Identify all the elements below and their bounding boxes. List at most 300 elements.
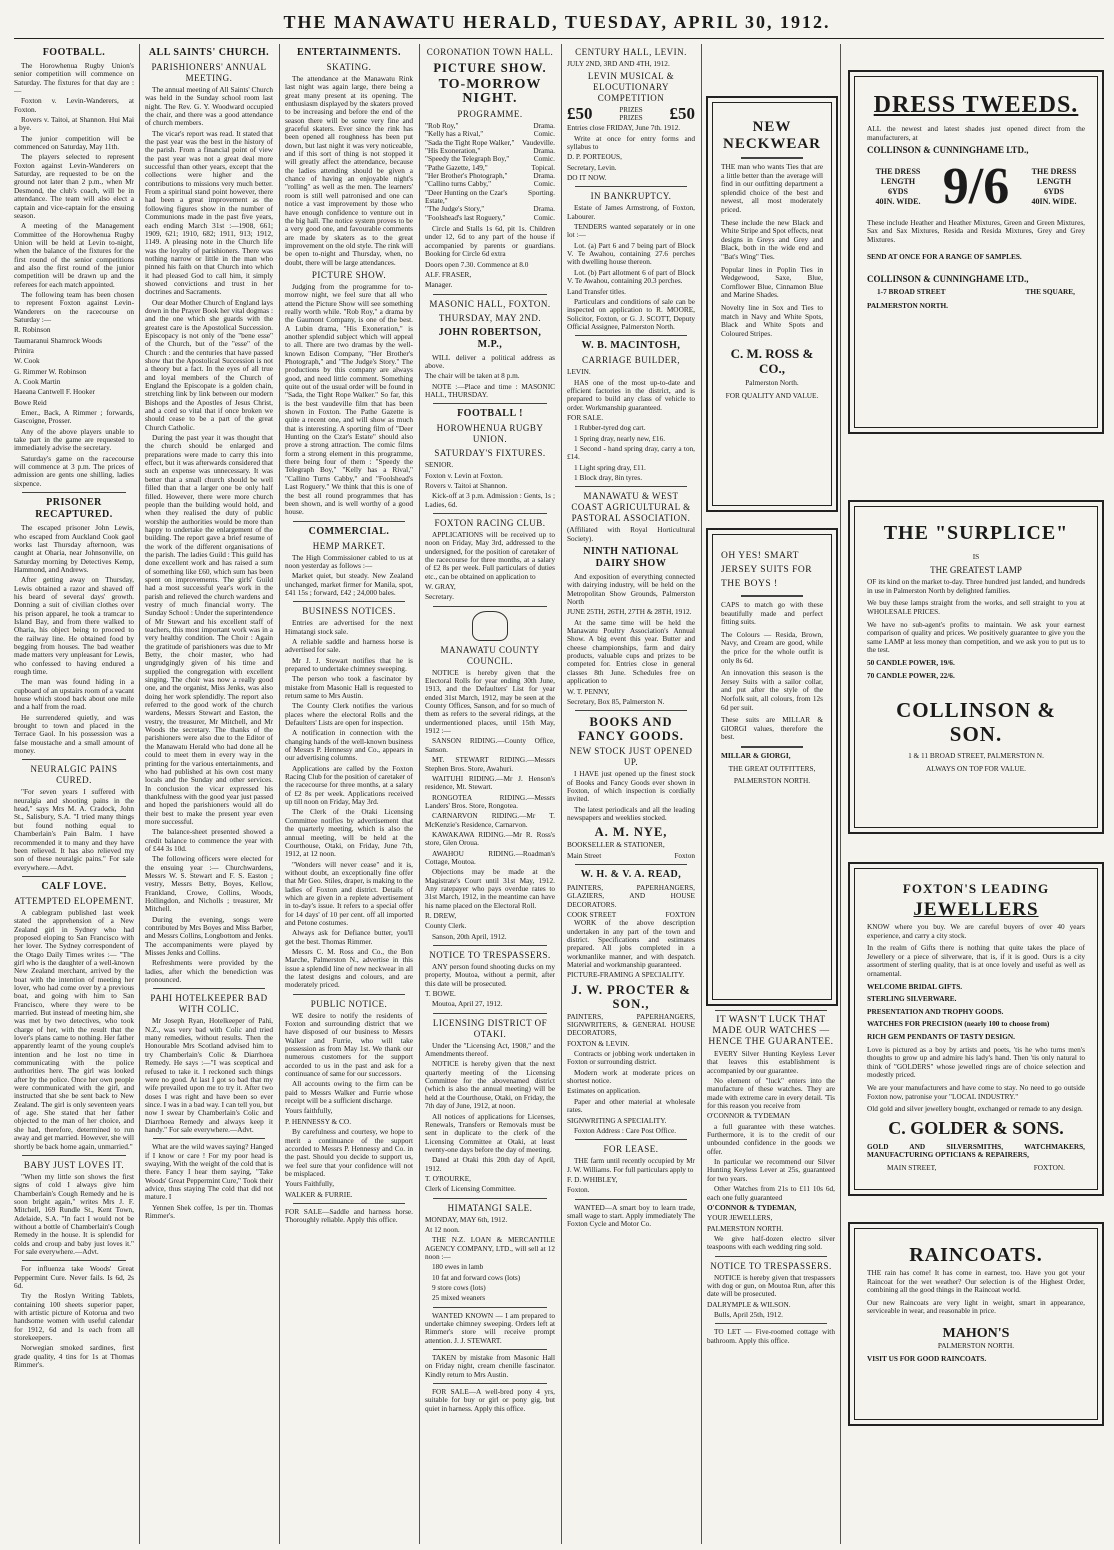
- tweeds-price-row: [867, 159, 1085, 215]
- skating-heading: SKATING.: [326, 62, 372, 72]
- programme-item-title: "Rob Roy,": [425, 121, 459, 130]
- tweeds-firm2: COLLINSON & CUNNINGHAME LTD.,: [867, 274, 1029, 285]
- lease-heading: FOR LEASE.: [603, 1144, 659, 1155]
- prize-mid: PRIZES: [619, 106, 643, 115]
- prize-mid: PRIZES: [619, 114, 643, 123]
- luck-para: EVERY Silver Hunting Keyless Lever that leaves this establishment is accompanied by our guarantee.: [707, 1049, 835, 1075]
- programme-item-genre: Drama.: [533, 146, 555, 156]
- write-para: Write at once for entry forms and syllabus to: [567, 133, 695, 152]
- church-para: The balance-sheet presented showed a credit balance to commence the year with of £44 3s 10d.: [145, 827, 273, 853]
- eloped-para: A cablegram published last week stated the apprehension of a New Zealand girl in Sydney who had proposed eloping to San Francisco with her lover. The Sydney correspondent of the Otago Daily Times writes :— "The girl who is the daughter of a well-known New Zealand merchant, arrived by the boat with the intention of meeting her lover, who had come over by a previous boat, and going with him to San Francisco, where they were to be married. But instead of meeting him, she was met by two detectives, who took charge of her, with the result that the lover's plans came to nothing. Her father apparently learnt of the young couple's intention and he lost no time in communicating with the police authorities here. The girl was looked after by the police. Once her own people were communicated with the girl, and instructed that she be sent back to New Zealand. The girl is only seventeen years of age. She stated that her father objected to the man of her choice, and she had, therefore, determined to run away and get married. However, she will shortly be back home again, unmarried.": [14, 907, 134, 1151]
- football-ad-heading: FOOTBALL !: [457, 408, 523, 420]
- nye-heading: A. M. NYE,: [594, 825, 668, 840]
- masthead-rule: [14, 38, 1104, 39]
- county-riding: MT. STEWART RIDING.—Messrs Stephen Bros. Store, Awahuri.: [425, 755, 555, 773]
- roslyn-para: Try the Roslyn Writing Tablets, containing 100 sheets superior paper, with artistic picture of Kotorua and two handsome women with useful calendar for 1912, 6d and 1s each from all storekeepers.: [14, 1291, 134, 1343]
- football-para: The junior competition will be commenced on Saturday, May 11th.: [14, 133, 134, 152]
- lease-town: Foxton.: [567, 1185, 590, 1195]
- himatangi-item: 180 ewes in lamb: [432, 1262, 484, 1272]
- surplice-heading: THE "SURPLICE": [883, 522, 1069, 544]
- football-para: Foxton v. Levin-Wanderers, at Foxton.: [14, 96, 134, 114]
- team-line: R. Robinson: [14, 325, 51, 335]
- jersey-para: An innovation this season is the Jersey Suits with a sailor collar, and put after the style of the Norfolk suit, all colours, from 12s 6d per suit.: [721, 668, 823, 712]
- century-heading: CENTURY HALL, LEVIN.: [575, 47, 687, 57]
- union-heading: HOROWHENUA RUGBY UNION.: [436, 423, 544, 445]
- programme-item-genre: Comic.: [533, 129, 555, 139]
- jewellers-para: Love is pictured as a boy by artists and poets, 'tis he who turns men's thoughts to grow up and admire his lady's hand. Then 'tis only natural to think of "GOLDERS" whose jewelled rings are of choice selection and modestly priced.: [867, 1044, 1085, 1080]
- church-para: The vicar's report was read. It stated that the past year was the best in the history of the parish. From a financial point of view the past year was not a great deal more successful than other years, except that the collections were higher and the contributions to missions very much better. From a spiritual stand point however, there had been a great improvement as the following figures show in the number of Communions made in the past five years, each ending March 31st :—1908, 661; 1909, 621; 1910, 682; 1911, 913; 1912, 1149. A pleasing note in the Church life was the loyalty of parishioners. There was nothing narrow or little in the man who pinned his faith on that Church into which it had pleased God to call him, it simply showed convictions and trust in her doctrines and Sacraments.: [145, 128, 273, 297]
- entries-para: Entries close FRIDAY, June 7th. 1912.: [567, 123, 681, 133]
- coat-of-arms-icon: [472, 611, 508, 641]
- luck-heading: IT WASN'T LUCK THAT MADE OUR WATCHES — HENCE THE GUARANTEE.: [708, 1015, 834, 1047]
- team-line: Bowe Reid: [14, 397, 47, 407]
- tweeds-left: THE DRESS LENGTH: [875, 166, 921, 186]
- jewellers-para: We are your manufacturers and have come to stay. No need to go outside Foxton now, patronise your "LOCAL INDUSTRY.": [867, 1082, 1085, 1101]
- forsale-item: 1 Light spring dray, £11.: [574, 462, 646, 472]
- programme-item: [425, 214, 555, 222]
- luck-para: Other Watches from 21s to £11 10s 6d, each one fully guaranteed: [707, 1184, 835, 1202]
- divider: [293, 994, 405, 995]
- team-line: Taumaranui Shamrock Woods: [14, 335, 102, 345]
- divider: [22, 876, 126, 877]
- framing-label: PICTURE-FRAMING A SPECIALITY.: [567, 970, 685, 980]
- skating-para: The attendance at the Manawatu Rink last night was again large, there being a great many present at its opening. The enthusiasm displayed by the skaters proved to be increasing and before the end of the season there will be some very fine and graceful skaters. Ever since the rink has been opened all roughness has been put down, but last night it was very noticeable, and if this sort of thing is not stopped it will greatly affect the attendance, because the ladies attending should be given a chance of having an enjoyable night's "rolling" as well as the men. The learners' room is still well patronised and one can notice a vast improvement by those who have enough confidence to venture out in the big hall. The notice system proves to be a very good one, and favourable comments are made by skaters as to the great improvement on the old style. The rink will be open to-night and Thursday, when, no doubt, there will be large attendances.: [285, 74, 413, 267]
- football-heading: FOOTBALL.: [42, 47, 106, 58]
- trespass2-date: Bulls, April 25th, 1912.: [714, 1309, 783, 1319]
- county-para: NOTICE is hereby given that the Electoral Rolls for year ending 30th June, 1913, and the Defaulters' List for year ended 31st March, 1912, may be seen at the County Offices, Sanson, and for so much of them as refers to the several ridings, at the undermentioned places, until 15th May, 1912 :—: [425, 667, 555, 736]
- licensing-para: Under the "Licensing Act, 1908," and the Amendments thereof.: [425, 1040, 555, 1059]
- team-line: G. Rimmer W. Robinson: [14, 366, 87, 376]
- licensing-sign: T. O'ROURKE,: [425, 1173, 471, 1183]
- flu-para: For influenza take Woods' Great Peppermint Cure. Never fails. Is 6d, 2s 6d.: [14, 1264, 134, 1290]
- calf-heading: CALF LOVE.: [41, 880, 107, 892]
- picture-show-heading: PICTURE SHOW.: [433, 61, 547, 75]
- column-rule: [561, 44, 562, 1544]
- team-line: Prinira: [14, 346, 34, 355]
- county-sign: R. DREW,: [425, 911, 457, 920]
- read-sub: PAINTERS, PAPERHANGERS, GLAZIERS, AND HOUSE DECORATORS.: [567, 882, 695, 909]
- trespass-para: ANY person found shooting ducks on my property, Moutoa, without a permit, after this date will be prosecuted.: [425, 962, 555, 988]
- column-rule: [139, 44, 140, 1544]
- bankruptcy-para: TENDERS wanted separately or in one lot :—: [567, 222, 695, 240]
- programme-item-genre: Topical.: [531, 162, 555, 172]
- prisoner-para: After getting away on Thursday, Lewis obtained a razor and shaved off his beard of several days' growth. Donning a suit of civilian clothes over his prison apparel, he took a tramcar to Island Bay, and from there walked to Oharia, his object being to proceed to the railway line. He obtained food by begging from houses. The bad weather made matters very unpleasant for Lewis, who confessed to having endured a rough time.: [14, 575, 134, 676]
- procter-sub: PAINTERS, PAPERHANGERS, SIGNWRITERS, & GENERAL HOUSE DECORATORS,: [567, 1011, 695, 1038]
- poem-para: What are the wild waves saying? Hanged if I know or care ! For my poor head is swaying, With the weight of the cold that is there. Fancy I hear them saying, "Take Woods' Great Peppermint Cure," Took their advice, thus staying The cold that did not mature. I: [145, 1142, 273, 1202]
- public-notice-para: WE desire to notify the residents of Foxton and surrounding district that we have disposed of our business to Messrs Walker and Furrie, who will take possession as from May 1st. We thank our numerous customers for the support accorded to us in the past and ask for a continuance of same for our successors.: [285, 1010, 413, 1079]
- football-para: Rovers v. Taitoi, at Shannon. Hui Mai a bye.: [14, 115, 134, 133]
- carriage-heading: CARRIAGE BUILDER,: [582, 355, 680, 366]
- chair-para: The chair will be taken at 8 p.m.: [425, 371, 520, 381]
- programme-item: [425, 189, 555, 206]
- fixtures-heading: SATURDAY'S FIXTURES.: [434, 448, 546, 459]
- business-heading: BUSINESS NOTICES.: [302, 606, 396, 617]
- doors-para: Doors open 7.30. Commence at 8.0: [425, 259, 529, 269]
- nye-address: [567, 852, 695, 860]
- divider: [575, 710, 687, 711]
- mahon-town: PALMERSTON NORTH.: [937, 1340, 1015, 1350]
- column-6-lower: [707, 1006, 835, 1546]
- pahi-para: Mr Joseph Ryan, Hotelkeeper of Pahi, N.Z., was very bad with Colic and tried many remedies, without results. Then the Honourable Mrs Scotland advised him to try Chamberlain's Colic & Diarrhoea Remedy. He says :—"I was sceptical and refused to take it. I reckoned such things were no good. At last I got so bad that my wife prevailed upon me to try it. After two doses I was right and have been so ever since. I was in a bad way. I can tell you, but now I swear by Chamberlain's Colic and Diarrhoea Remedy and always keep it handy." For sale everywhere.—Advt.: [145, 1016, 273, 1134]
- forsale-item: 1 Block dray, 8in tyres.: [574, 473, 643, 482]
- bankruptcy-lot: Land Transfer titles.: [567, 286, 626, 296]
- county-clerk: County Clerk.: [425, 921, 467, 931]
- luck-para: We give half-dozen electro silver teaspoons with each wedding ring sold.: [707, 1233, 835, 1252]
- porteous-name: D. P. PORTEOUS,: [567, 152, 622, 162]
- luck-para: No element of "luck" enters into the manufacture of these watches. They are made with extreme care in every detail. 'Tis for this reason you receive from: [707, 1076, 835, 1111]
- tweeds-left: 6YDS: [887, 186, 908, 196]
- trespass2-para: NOTICE is hereby given that trespassers with dog or gun, on Moutoa Run, after this date will be prosecuted.: [707, 1272, 835, 1299]
- collinson-addr: 1 & 11 BROAD STREET, PALMERSTON N.: [908, 751, 1044, 761]
- senior-label: SENIOR.: [425, 460, 454, 470]
- surplice-ad: [848, 500, 1104, 834]
- football-para: The players selected to represent Foxton against Levin-Wanderers on Saturday, are requested to be on the ground not later than 2 p.m., when Mr Desmond, the club's coach, will be in attendance. The team will also elect a captain and vice-captain for the ensuing season.: [14, 152, 134, 220]
- public-notice-sign: Yours Faithfully,: [285, 1179, 335, 1189]
- divider: [153, 1138, 265, 1139]
- assoc-sub: (Affiliated with Royal Horticultural Society).: [567, 525, 695, 543]
- programme-item-genre: Drama.: [533, 121, 555, 130]
- jersey-para: The Colours — Resida, Brown, Navy, and Cream are good, while the price for the whole outfit is only 8s 6d.: [721, 629, 823, 665]
- tweeds-samples: SEND AT ONCE FOR A RANGE OF SAMPLES.: [867, 251, 1022, 261]
- forsale-item: 1 Spring dray, nearly new, £16.: [574, 433, 666, 443]
- robertson-para: WILL deliver a political address as above.: [425, 352, 555, 370]
- procter-para: SIGNWRITING A SPECIALITY.: [567, 1115, 667, 1125]
- divider: [293, 601, 405, 602]
- procter-addr: FOXTON & LEVIN.: [567, 1038, 630, 1048]
- team-line: A. Cook Martin: [14, 377, 61, 387]
- racing-para: APPLICATIONS will be received up to noon on Friday, May 3rd, addressed to the undersigned, for the position of caretaker of the racecourse for three months, at a salary of £2 8s per week. Full particulars of duties etc., can be obtained on application to: [425, 529, 555, 581]
- divider: [22, 1260, 126, 1261]
- tweeds-right: 40IN. WIDE.: [1031, 196, 1077, 206]
- read-heading: W. H. & V. A. READ,: [580, 868, 682, 880]
- bankruptcy-para: Particulars and conditions of sale can be inspected on application to R. MOORE, Solicitor, Foxton, or G. J. SCOTT, Deputy Official Assignee, Palmerston North.: [567, 296, 695, 331]
- business-para: Applications are called by the Foxton Racing Club for the position of caretaker of the racecourse for three months, at a salary of £2 8s per week. Applications received up till noon on Friday, May 3rd.: [285, 763, 413, 807]
- divider: [433, 1383, 547, 1384]
- books-para: The latest periodicals and all the leading newspapers and weeklies stocked.: [567, 804, 695, 822]
- trespass2-sign: DALRYMPLE & WILSON.: [707, 1299, 791, 1309]
- nye-sub: BOOKSELLER & STATIONER,: [567, 840, 665, 850]
- luck-town: PALMERSTON NORTH.: [707, 1223, 784, 1233]
- tweeds-para: These include Heather and Heather Mixtures, Green and Green Mixtures, Sax and Sax Mixtures, Resida and Resida Mixtures, Grey and Grey Mixtures.: [867, 217, 1085, 244]
- programme-item-genre: Comic.: [533, 154, 555, 164]
- surplice-para: OF its kind on the market to-day. Three hundred just landed, and hundreds in use in Palmerston North by delighted families.: [867, 577, 1085, 595]
- county-riding: WAITUHI RIDING.—Mr J. Henson's residence, Mt. Stewart.: [425, 773, 555, 792]
- programme-item-title: "Her Brother's Photograph,": [425, 171, 508, 181]
- church-para: During the evening, songs were contributed by Mrs Boyes and Miss Barber, and Messrs Collins, Longbottom and Jenks. The accompaniments were played by Misses Jenks and Collins.: [145, 914, 273, 958]
- divider: [715, 1256, 827, 1257]
- column-rule: [840, 44, 841, 1544]
- divider: [741, 157, 803, 159]
- raincoats-heading: RAINCOATS.: [909, 1244, 1043, 1266]
- procter-para: Paper and other material at wholesale rates.: [567, 1096, 695, 1115]
- century-date: JULY 2ND, 3RD AND 4TH, 1912.: [567, 59, 670, 68]
- read-para: WORK of the above description undertaken in any part of the town and district. Specifications and estimates prepared. All jobs completed in a workmanlike manner, and with despatch. Material and workmanship guaranteed.: [567, 918, 695, 970]
- wanted-boy-para: WANTED—A smart boy to learn trade, small wage to start. Apply immediately The Foxton Cycle and Motor Co.: [567, 1202, 695, 1229]
- jewellers-ad: [848, 862, 1104, 1196]
- taken-para: TAKEN by mistake from Masonic Hall on Friday night, cream chenille fascinator. Kindly return to Mrs Austin.: [425, 1353, 555, 1379]
- church-para: The following officers were elected for the ensuing year :— Churchwardens, Messrs W. S. Stewart and F. S. Easton ; vestry, Messrs Betty, Boyes, Kellow, Frankland, Crowe, Collins, Woods, Hollingdon, and Nicholls ; treasurer, Mr Mitchell.: [145, 854, 273, 914]
- mahon-name: MAHON'S: [942, 1325, 1010, 1341]
- masthead-title: THE MANAWATU HERALD, TUESDAY, APRIL 30, 1912.: [283, 12, 831, 32]
- dairy-heading: NINTH NATIONAL DAIRY SHOW: [583, 546, 679, 570]
- jersey-para: These suits are MILLAR & GIORGI values, therefore the best.: [721, 715, 823, 742]
- divider: [433, 606, 547, 607]
- forsale-item: 1 Rubber-tyred dog cart.: [574, 423, 646, 433]
- team-line: W. Cook: [14, 356, 40, 366]
- newstock-heading: NEW STOCK JUST OPENED UP.: [569, 746, 693, 768]
- tweeds-price: 9/6: [942, 157, 1010, 215]
- licensing-para: All notices of applications for Licenses, Renewals, Transfers or Removals must be sent in duplicate to the clerk of the Licensing Committee at Otaki, at least twenty-one days before the day of meeting.: [425, 1111, 555, 1154]
- divider: [433, 294, 547, 295]
- himatangi-date: MONDAY, MAY 6th, 1912.: [425, 1214, 508, 1224]
- bankruptcy-lot: Lot. (a) Part 6 and 7 being part of Block V. Te Awahou, containing 27.6 perches with dwelling house thereon.: [567, 240, 695, 267]
- assoc-heading: MANAWATU & WEST COAST AGRICULTURAL & PASTORAL ASSOCIATION.: [571, 491, 691, 524]
- tolet-para: TO LET — Five-roomed cottage with bathroom. Apply this office.: [707, 1327, 835, 1345]
- procter-heading: J. W. PROCTER & SON.,: [571, 982, 691, 1011]
- manager-title: Manager.: [425, 280, 453, 290]
- racing-sec: Secretary.: [425, 592, 454, 602]
- neuralgic-para: "For seven years I suffered with neuralgia and shooting pains in the head," says Mrs M. A. Cradock, John St., Salisbury, S.A. "I tried many things but found nothing equal to Chamberlain's Pain Balm. I have recommended it to many and they have been relieved. It has also relieved my son of these neuralgic pains." For sale everywhere.—Advt.: [14, 787, 134, 872]
- luck-para: a full guarantee with these watches. Furthermore, it is to the credit of our unbounded confidence in the goods we offer.: [707, 1121, 835, 1156]
- divider: [22, 1155, 126, 1156]
- himatangi-para: THE N.Z. LOAN & MERCANTILE AGENCY COMPANY, LTD., will sell at 12 noon :—: [425, 1235, 555, 1261]
- business-para: A reliable saddle and harness horse is advertised for sale.: [285, 636, 413, 655]
- tweeds-address: [877, 288, 1075, 297]
- millar-name: MILLAR & GIORGI,: [721, 750, 791, 760]
- procter-para: Contracts or jobbing work undertaken in Foxton or surrounding district.: [567, 1049, 695, 1067]
- prisoner-para: The escaped prisoner John Lewis, who escaped from Auckland Cook gaol works last Thursday afternoon, was caught at Oharia, near Johnsonville, on Saturday morning by Detectives Kemp, Hammond, and Andrews.: [14, 523, 134, 574]
- fixture-line: Rovers v. Taitoi at Shannon.: [425, 480, 508, 490]
- county-riding: RONGOTEA RIDING.—Messrs Landers' Bros. Store, Rongotea.: [425, 792, 555, 810]
- programme-item-genre: Sporting.: [528, 187, 555, 197]
- licensing-para: NOTICE is hereby given that the next quarterly meeting of the Licensing Committee for the abovenamed district (which is also the annual meeting) will be held at the Courthouse, Otaki, on Friday, the 7th day of June, 1912, at noon.: [425, 1059, 555, 1111]
- jersey-para: CAPS to match go with these beautifully made and perfect fitting suits.: [721, 600, 823, 627]
- prize-left: £50: [567, 104, 593, 124]
- neckwear-para: Popular lines in Poplin Ties in Wedgewood, Saxe, Blue, Cornflower Blue, Cinnamon Blue and Marine Shades.: [721, 264, 823, 300]
- divider: [153, 988, 265, 989]
- surplice-sub: THE GREATEST LAMP: [930, 564, 1022, 575]
- tweeds-right: 6YDS: [1043, 186, 1064, 196]
- business-para: Always ask for Defiance butter, you'll get the best. Thomas Rimmer.: [285, 928, 413, 946]
- team-line: Haeana Cantwell F. Hooker: [14, 387, 95, 397]
- lease-sign: F. D. WHIBLEY,: [567, 1174, 618, 1184]
- tweeds-heading: DRESS TWEEDS.: [873, 92, 1079, 118]
- trespass-heading: NOTICE TO TRESPASSERS.: [429, 950, 551, 961]
- porteous-sec: Secretary, Levin.: [567, 162, 617, 172]
- sardines-para: Norwegian smoked sardines, first grade quality, 4 tins for 1s at Thomas Rimmer's.: [14, 1343, 134, 1370]
- levin-label: LEVIN.: [567, 367, 591, 377]
- raincoats-para: Our new Raincoats are very light in weight, smart in appearance, serviceable in wear, and reasonable in price.: [867, 1297, 1085, 1316]
- divider: [575, 186, 687, 187]
- programme-heading: PROGRAMME.: [457, 109, 523, 119]
- divider: [575, 1139, 687, 1140]
- neuralgic-heading: NEURALGIC PAINS CURED.: [30, 764, 118, 786]
- county-date: Sanson, 20th April, 1912.: [432, 931, 507, 941]
- business-para: The County Clerk notifies the various places where the electoral Rolls and the Defaulters' Lists are open for inspection.: [285, 701, 413, 728]
- baby-heading: BABY JUST LOVES IT.: [23, 1159, 125, 1170]
- commercial-heading: COMMERCIAL.: [308, 525, 390, 537]
- football-para: Saturday's game on the racecourse will commence at 3 p.m. The prices of admission are gents one shilling, ladies sixpence.: [14, 453, 134, 488]
- trespass2-heading: NOTICE TO TRESPASSERS.: [710, 1260, 832, 1271]
- mahon-tag: VISIT US FOR GOOD RAINCOATS.: [867, 1353, 987, 1363]
- ross-town: Palmerston North.: [745, 378, 799, 388]
- trespass-sign: T. BOWE.: [425, 989, 456, 999]
- raincoats-ad: [848, 1222, 1104, 1426]
- procter-para: Modern work at moderate prices on shortest notice.: [567, 1067, 695, 1086]
- tweeds-address-left: 1-7 BROAD STREET: [877, 286, 946, 296]
- surplice-para: We buy these lamps straight from the works, and sell straight to you at WHOLESALE PRICES.: [867, 598, 1085, 616]
- jewellers-para: KNOW where you buy. We are careful buyers of over 40 years experience, and carry a city stock.: [867, 922, 1085, 940]
- raincoats-para: THE rain has come! It has come in earnest, too. Have you got your Raincoat for the wet weather? Our selection is of the Highest Order, combining all the good things in the Raincoat world.: [867, 1268, 1085, 1295]
- golder-address-left: MAIN STREET,: [887, 1162, 937, 1172]
- tweeds-address-right: THE SQUARE,: [1025, 286, 1075, 296]
- divider: [22, 492, 126, 493]
- neckwear-heading: NEW NECKWEAR: [722, 119, 821, 152]
- programme-item-title: "Callino turns Cabby,": [425, 179, 492, 189]
- divider: [293, 521, 405, 522]
- divider: [293, 1203, 405, 1204]
- programme-item-genre: Vaudeville.: [521, 137, 555, 147]
- procter-para: Foxton Address : Care Post Office.: [574, 1125, 677, 1135]
- divider: [575, 486, 687, 487]
- coronation-heading: CORONATION TOWN HALL.: [426, 47, 554, 57]
- millar-town: PALMERSTON NORTH.: [733, 776, 811, 786]
- jersey-ad: [706, 528, 838, 1006]
- jersey-heading: OH YES! SMART JERSEY SUITS FOR THE BOYS !: [721, 551, 813, 589]
- programme-item-genre: Drama.: [533, 204, 555, 214]
- pahi-heading: PAHI HOTELKEEPER BAD WITH COLIC.: [150, 993, 268, 1015]
- racing-sign: W. GRAY,: [425, 582, 456, 592]
- jewellers-item: STERLING SILVERWARE.: [867, 994, 957, 1004]
- jewellers-heading: FOXTON'S LEADING: [902, 881, 1050, 896]
- neckwear-para: Novelty line in Sox and Ties to match in Navy and White Spots, Black and White Spots and Coloured Stripes.: [721, 302, 823, 338]
- millar-sub: THE GREAT OUTFITTERS,: [728, 763, 816, 773]
- collinson-tag: ALWAYS ON TOP FOR VALUE.: [926, 763, 1026, 773]
- note-para: NOTE :—Place and time : MASONIC HALL, THURSDAY.: [425, 381, 555, 399]
- business-para: Entries are advertised for the next Himatangi stock sale.: [285, 618, 413, 636]
- church-para: Refreshments were provided by the ladies, after which the benediction was pronounced.: [145, 958, 273, 985]
- team-line: Emer., Back, A Rimmer ; forwards, Gascoigne, Prosser.: [14, 408, 134, 426]
- programme-item-title: "Speedy the Telegraph Boy,": [425, 154, 510, 164]
- golder-sub: GOLD AND SILVERSMITHS, WATCHMAKERS, MANUFACTURING OPTICIANS & REPAIRERS,: [867, 1141, 1085, 1160]
- church-para: During the past year it was thought that the church should be enlarged and preparations were made to carry this into effect, but it was afterwards considered that such an expense was unnecessary. It was better that a small church should be well filled than that a larger one be only half filled. However, there were more church people than the building would hold, and when they realised the duty of public worship the authorities would be more than happy to undertake the enlargement of the building. The report gave a brief resume of the work of the different organisations of the parish. The ladies Guild : This guild has done excellent work and has raised a sum of something like £60, which sum has been spent on improvements. The girls' Guild had a most successful year's work in the parish and relieved the church wardens and vestry of much financial worry. The Sunday School : Under the superintendence of Mr Stewart and his excellent staff of teachers, this most important work was in a very healthy condition. The Choir : Again the gratitude of parishioners was due to Mr Betty, the choir master, who had ungrudgingly given of his time and supplied the congregation with excellent singing. The choir was now a really good one, and the organist, Miss Jenks, was also doing her work splendidly. The report also referred to the good work of the church wardens, Messrs Stewart and Easton, the vestry, the treasurer, Mr Mitchell, and Mr Woods the secretary. The thanks of the parishioners were also due to the Editor of the Manawatu Herald who had done all he could to meet them in every way in the printing for the various entertainments, and who had published at his own cost many locals and the Sunday and other services. In conclusion the vicar expressed his thankfulness with the good year just passed and hoped the parishioners would all do their best to make the present year even more successful.: [145, 433, 273, 826]
- county-riding: KAWAKAWA RIDING.—Mr R. Ross's store, Glen Oroua.: [425, 829, 555, 848]
- ross-tag: FOR QUALITY AND VALUE.: [725, 390, 819, 400]
- programme-item-genre: Comic.: [533, 212, 555, 222]
- surplice-power: 70 CANDLE POWER, 22/6.: [867, 670, 955, 680]
- prisoner-para: The man was found hiding in a cupboard of an upstairs room of a vacant house which stood back about one mile and a half from the road.: [14, 677, 134, 712]
- doit-label: DO IT NOW.: [567, 173, 607, 183]
- procter-para: Estimates on application.: [567, 1086, 641, 1096]
- divider: [433, 513, 547, 514]
- forsale-item: 1 Second - hand spring dray, carry a ton, £14.: [567, 443, 695, 462]
- church-para: Our dear Mother Church of England lays down in the Prayer Book her vital dogmas : and the one which she guards with the greatest care is the Apostolical Succession. Episcopacy is not only of the "bene esse" of the Church, but of the "esse" of the Church : and the centuries that have passed show that the Apostolical Succession is not a theory but a fact. In the eyes of all true and loyal members of the Church of England the Episcopate is a golden chain, stretching link by link between our modern Bishops and the Apostles of Jesus Christ, and a cord so vital that if once broken we should cease to be a part of the great Church Catholic.: [145, 297, 273, 432]
- neckwear-para: THE man who wants Ties that are a little better than the average will find in our outfitting department a splendid choice of the best and newest, all most moderately priced.: [721, 162, 823, 214]
- neckwear-para: These include the new Black and White Stripe and Spot effects, neat designs in Greys and Grey and Black, both in the wide end and "Bat's Wing" Ties.: [721, 217, 823, 261]
- racing-heading: FOXTON RACING CLUB.: [434, 517, 546, 528]
- licensing-clerk: Clerk of Licensing Committee.: [425, 1184, 516, 1194]
- football-para: A meeting of the Management Committee of the Horowhenua Rugby Union will be held at Levin to-night, when the balance of the fixtures for the first round of the senior competitions and also the first round of the junior competition will be drawn up and the referees for each match appointed.: [14, 221, 134, 289]
- kickoff-para: Kick-off at 3 p.m. Admission : Gents, 1s ; Ladies, 6d.: [425, 491, 555, 509]
- himatangi-item: 9 store cows (lots): [432, 1283, 486, 1292]
- programme-item-title: "Deer Hunting on the Czar's Estate,": [425, 187, 508, 206]
- surplice-power: 50 CANDLE POWER, 19/6.: [867, 657, 955, 667]
- bankruptcy-lot: Lot. (b) Part allotment 6 of part of Block V. Te Awahou, containing 20.3 perches.: [567, 267, 695, 286]
- books-para: I HAVE just opened up the finest stock of Books and Fancy Goods ever shown in Foxton, of which inspection is cordially invited.: [567, 769, 695, 804]
- luck-sign2: O'CONNOR & TYDEMAN,: [707, 1202, 797, 1212]
- dairy-dates: JUNE 25TH, 26TH, 27TH & 28TH, 1912.: [567, 607, 692, 617]
- programme-item-title: "Sada the Tight Rope Walker,": [425, 137, 515, 147]
- prize-right: £50: [669, 104, 695, 124]
- programme-item-genre: Drama.: [533, 171, 555, 181]
- divider: [22, 759, 126, 760]
- divider: [741, 746, 803, 748]
- jewellers-item: WATCHES FOR PRECISION (nearly 100 to choose from): [867, 1019, 1050, 1029]
- himatangi-time: At 12 noon.: [425, 1224, 460, 1234]
- column-3: [285, 44, 413, 1544]
- football-para: The following team has been chosen to represent Foxton against Levin-Wanderers on the racecourse on Saturday :—: [14, 289, 134, 324]
- picture-para: Judging from the programme for to-morrow night, we feel sure that all who attend the Picture Show will see something really worth while. "Rob Roy," a drama by the Gaumont Company, is one of the best. A Lubin drama, "His Exoneration," is another splendid subject which will appeal to all. There are two dramas by the well-known Edison Company, "Her Brother's Photograph," and "The Judge's Story." The productions by this company are always good, and need little comment. Something quite out of the usual order will be found in "Sada, the Tight Rope Walker." So far, this is the best vaudeville film that has been shown in Foxton. The Pathe Gazette is quite a recent one, and will show as much that is interesting. A sporting film of "Deer Hunting on the Czar's Estate" should also prove a strong attraction. The comic films form a strong element in this programme, there being four of them : "Speedy the Telegraph Boy," "Kelly has a Rival," "Callino Turns Cabby," and "Foolshead's Last Roguery." We think that this is one of the best all round programmes that has been shown, and is well worthy of a good house.: [285, 281, 413, 517]
- county-para: Objections may be made at the Magistrate's Court until 31st May, 1912. Any ratepayer who pays overdue rates to 31st March, 1912, in the meantime can have his name placed on the Electoral Roll.: [425, 867, 555, 910]
- public-notice-sign: WALKER & FURRIE.: [285, 1189, 353, 1199]
- tweeds-right: THE DRESS LENGTH: [1031, 166, 1077, 186]
- public-notice-sign: Yours faithfully,: [285, 1106, 333, 1116]
- tomorrow-heading: TO-MORROW NIGHT.: [438, 77, 542, 106]
- programme-list: [425, 122, 555, 222]
- business-para: Mr J. J. Stewart notifies that he is prepared to undertake chimney sweeping.: [285, 655, 413, 673]
- divider: [433, 403, 547, 404]
- programme-item-title: "Foolshead's last Roguery,": [425, 212, 506, 222]
- tweeds-firm: COLLINSON & CUNNINGHAME LTD.,: [867, 145, 1029, 156]
- business-para: The person who took a fascinator by mistake from Masonic Hall is requested to return same to Mrs Austin.: [285, 674, 413, 700]
- trespass-date: Moutoa, April 27, 1912.: [432, 999, 503, 1009]
- business-para: A notification in connection with the changing hands of the well-known business of Messrs P. Hennessy and Co., appears in our advertising columns.: [285, 728, 413, 763]
- programme-item-title: "Pathe Gazette, 149,": [425, 162, 488, 172]
- coffee-para: Yennen Shek coffee, 1s per tin. Thomas Rimmer's.: [145, 1202, 273, 1220]
- divider: [575, 335, 687, 336]
- business-para: Messrs C. M. Ross and Co., the Bon Marche, Palmerston N., advertise in this issue a splendid line of new neckwear in all the latest designs and colours, and are moderately priced.: [285, 946, 413, 990]
- himatangi-item: 25 mixed weaners: [432, 1293, 486, 1303]
- column-rule: [419, 44, 420, 1544]
- masonic-date: THURSDAY, MAY 2ND.: [438, 312, 542, 323]
- lease-para: THE farm until recently occupied by Mr J. W. Williams. For full particulars apply to: [567, 1156, 695, 1174]
- jewellers-item: RICH GEM PENDANTS OF TASTY DESIGN.: [867, 1031, 1015, 1041]
- programme-item-title: "Kelly has a Rival,": [425, 129, 484, 139]
- entertainments-heading: ENTERTAINMENTS.: [297, 47, 401, 58]
- dairy-para: And exposition of everything connected with dairying industry, will be held on the Metropolitan Show Grounds, Palmerston North: [567, 572, 695, 607]
- county-riding: CARNARVON RIDING.—Mr T. McKenzie's Residence, Carnarvon.: [425, 811, 555, 829]
- tweeds-left: 40IN. WIDE.: [875, 196, 921, 206]
- levin-heading: LEVIN MUSICAL & ELOCUTIONARY COMPETITION: [587, 71, 675, 104]
- books-heading: BOOKS AND FANCY GOODS.: [578, 715, 684, 744]
- penny-name: W. T. PENNY,: [567, 686, 610, 696]
- prize-row: [567, 106, 695, 122]
- forsale-heading: FOR SALE.: [567, 412, 604, 422]
- jewellers-heading2: JEWELLERS: [913, 899, 1039, 920]
- column-4: [425, 44, 555, 1544]
- divider: [715, 1010, 827, 1011]
- prisoner-heading: PRISONER RECAPTURED.: [35, 497, 113, 521]
- football-para: Any of the above players unable to take part in the game are requested to immediately advise the secretary.: [14, 426, 134, 453]
- golder-name: C. GOLDER & SONS.: [888, 1117, 1064, 1138]
- column-rule: [279, 44, 280, 1544]
- dairy-para: At the same time will be held the Manawatu Poultry Association's Annual Show. A big event this year. Butter and cheese championships, farm and dairy products, valuable cups and prizes to be competed for. Entries close in general classes 8th June. Schedules free on application to: [567, 617, 695, 686]
- golder-address: [887, 1164, 1065, 1173]
- divider: [433, 1349, 547, 1350]
- public-notice-sign: P. HENNESSY & CO.: [285, 1116, 352, 1126]
- ross-name: C. M. ROSS & CO.,: [730, 346, 814, 377]
- fixture-line: Foxton v. Levin at Foxton.: [425, 470, 503, 480]
